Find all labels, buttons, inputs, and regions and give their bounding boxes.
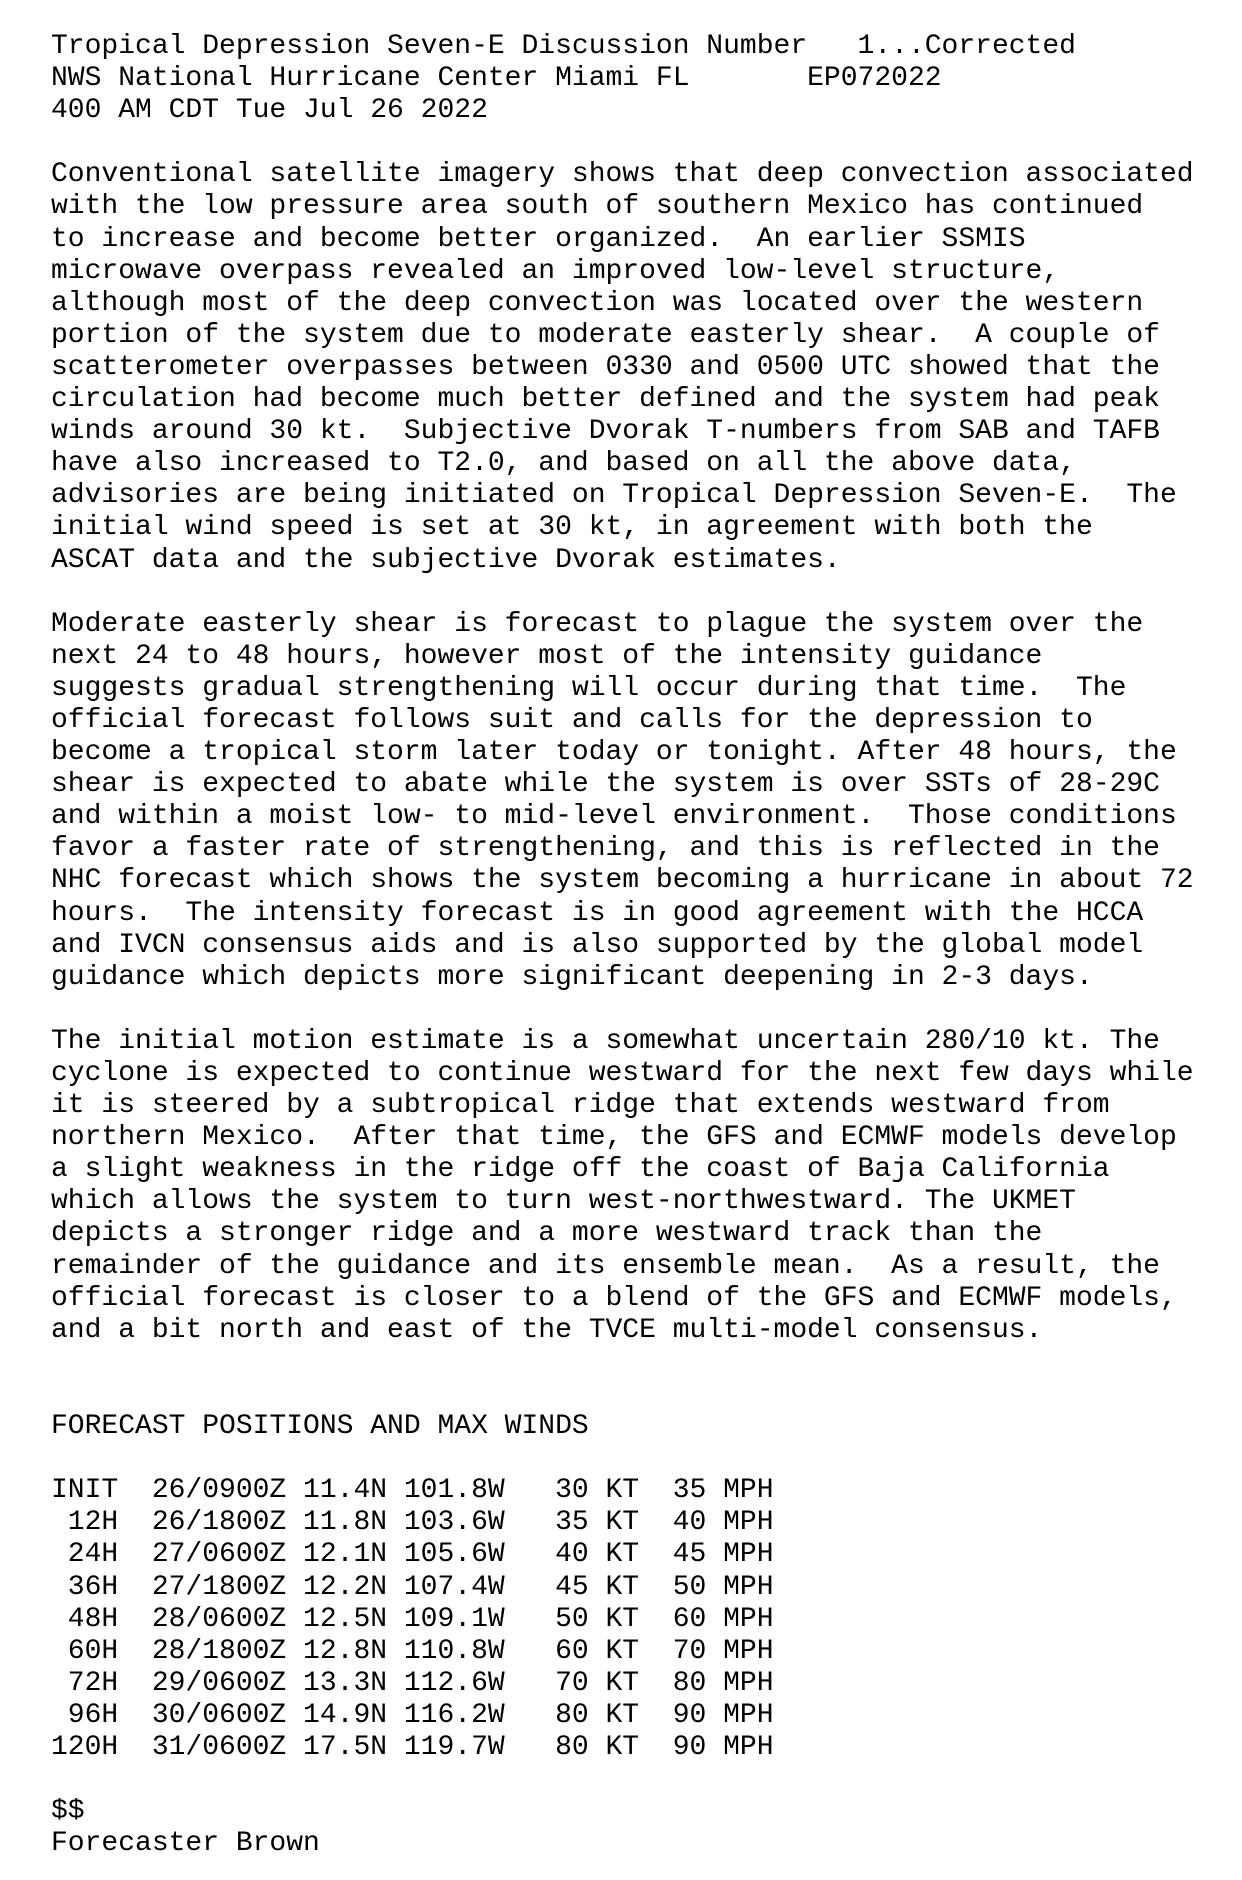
- paragraph-line: favor a faster rate of strengthening, and this is reflected in the: [51, 833, 1160, 865]
- paragraph-line: become a tropical storm later today or tonight. After 48 hours, the: [51, 737, 1177, 769]
- forecast-table: [51, 1411, 1231, 1764]
- paragraph-line: next 24 to 48 hours, however most of the intensity guidance: [51, 640, 1043, 672]
- forecaster-name: Forecaster Brown: [51, 1828, 320, 1860]
- paragraph-line: it is steered by a subtropical ridge that extends westward from: [51, 1090, 1110, 1122]
- issuing-office: NWS National Hurricane Center Miami FL EP072022: [51, 63, 942, 95]
- paragraph-line: The initial motion estimate is a somewhat uncertain 280/10 kt. The: [51, 1025, 1160, 1057]
- forecast-row-12h: 12H 26/1800Z 11.8N 103.6W 35 KT 40 MPH: [51, 1507, 774, 1539]
- forecast-row-24h: 24H 27/0600Z 12.1N 105.6W 40 KT 45 MPH: [51, 1539, 774, 1571]
- forecast-row-120h: 120H 31/0600Z 17.5N 119.7W 80 KT 90 MPH: [51, 1731, 774, 1763]
- blank-line: [51, 1764, 1231, 1796]
- paragraph-line: circulation had become much better defined and the system had peak: [51, 384, 1160, 416]
- paragraph-line: and within a moist low- to mid-level environment. Those conditions: [51, 801, 1177, 833]
- paragraph-intensity: [51, 609, 1231, 994]
- blank-line: [51, 1347, 1231, 1379]
- footer: [51, 1796, 1231, 1860]
- blank-line: [51, 1443, 1231, 1475]
- forecast-row-72h: 72H 29/0600Z 13.3N 112.6W 70 KT 80 MPH: [51, 1667, 774, 1699]
- paragraph-line: with the low pressure area south of southern Mexico has continued: [51, 191, 1144, 223]
- paragraph-line: Moderate easterly shear is forecast to plague the system over the: [51, 608, 1144, 640]
- paragraph-line: remainder of the guidance and its ensemble mean. As a result, the: [51, 1250, 1160, 1282]
- discussion-document: [51, 31, 1231, 1860]
- paragraph-line: initial wind speed is set at 30 kt, in agreement with both the: [51, 512, 1093, 544]
- paragraph-line: suggests gradual strengthening will occur during that time. The: [51, 672, 1127, 704]
- blank-line: [51, 577, 1231, 609]
- paragraph-line: official forecast is closer to a blend of the GFS and ECMWF models,: [51, 1282, 1177, 1314]
- blank-line: [51, 994, 1231, 1026]
- paragraph-line: Conventional satellite imagery shows that deep convection associated: [51, 159, 1194, 191]
- paragraph-line: hours. The intensity forecast is in good agreement with the HCCA: [51, 897, 1144, 929]
- paragraph-satellite: [51, 159, 1231, 576]
- paragraph-line: and a bit north and east of the TVCE multi-model consensus.: [51, 1314, 1043, 1346]
- paragraph-line: scatterometer overpasses between 0330 and 0500 UTC showed that the: [51, 351, 1160, 383]
- paragraph-line: have also increased to T2.0, and based on all the above data,: [51, 448, 1076, 480]
- paragraph-line: ASCAT data and the subjective Dvorak estimates.: [51, 544, 841, 576]
- paragraph-line: guidance which depicts more significant deepening in 2-3 days.: [51, 961, 1093, 993]
- paragraph-line: a slight weakness in the ridge off the coast of Baja California: [51, 1154, 1110, 1186]
- paragraph-line: although most of the deep convection was located over the western: [51, 287, 1144, 319]
- forecast-row-36h: 36H 27/1800Z 12.2N 107.4W 45 KT 50 MPH: [51, 1571, 774, 1603]
- header: [51, 31, 1231, 127]
- paragraph-line: microwave overpass revealed an improved low-level structure,: [51, 255, 1060, 287]
- issue-time: 400 AM CDT Tue Jul 26 2022: [51, 95, 488, 127]
- paragraph-line: which allows the system to turn west-northwestward. The UKMET: [51, 1186, 1076, 1218]
- paragraph-line: advisories are being initiated on Tropical Depression Seven-E. The: [51, 480, 1177, 512]
- paragraph-line: official forecast follows suit and calls for the depression to: [51, 704, 1093, 736]
- product-terminator: $$: [51, 1796, 85, 1828]
- blank-line: [51, 1379, 1231, 1411]
- forecast-row-init: INIT 26/0900Z 11.4N 101.8W 30 KT 35 MPH: [51, 1475, 774, 1507]
- forecast-heading: FORECAST POSITIONS AND MAX WINDS: [51, 1411, 589, 1443]
- forecast-row-48h: 48H 28/0600Z 12.5N 109.1W 50 KT 60 MPH: [51, 1603, 774, 1635]
- paragraph-line: depicts a stronger ridge and a more westward track than the: [51, 1218, 1043, 1250]
- paragraph-line: and IVCN consensus aids and is also supported by the global model: [51, 929, 1144, 961]
- paragraph-line: shear is expected to abate while the system is over SSTs of 28-29C: [51, 769, 1160, 801]
- paragraph-line: cyclone is expected to continue westward for the next few days while: [51, 1058, 1194, 1089]
- paragraph-motion: [51, 1026, 1231, 1347]
- paragraph-line: winds around 30 kt. Subjective Dvorak T-numbers from SAB and TAFB: [51, 416, 1160, 448]
- discussion-title: Tropical Depression Seven-E Discussion Number 1...Corrected: [51, 31, 1076, 62]
- paragraph-line: NHC forecast which shows the system becoming a hurricane in about 72: [51, 865, 1194, 897]
- paragraph-line: to increase and become better organized. An earlier SSMIS: [51, 223, 1026, 255]
- forecast-row-96h: 96H 30/0600Z 14.9N 116.2W 80 KT 90 MPH: [51, 1699, 774, 1731]
- paragraph-line: northern Mexico. After that time, the GFS and ECMWF models develop: [51, 1122, 1177, 1154]
- paragraph-line: portion of the system due to moderate easterly shear. A couple of: [51, 319, 1160, 351]
- forecast-row-60h: 60H 28/1800Z 12.8N 110.8W 60 KT 70 MPH: [51, 1635, 774, 1667]
- blank-line: [51, 127, 1231, 159]
